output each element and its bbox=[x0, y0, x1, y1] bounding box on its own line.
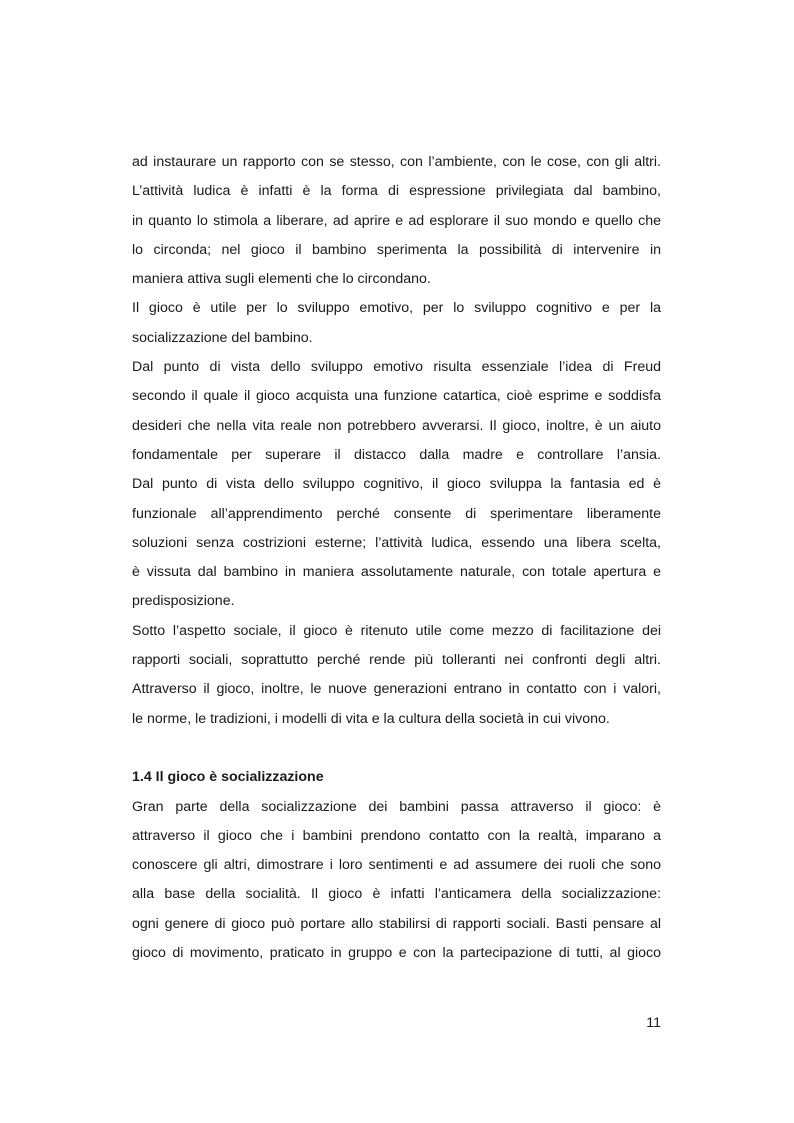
text-line: Gran parte della socializzazione dei bambini passa attraverso il gioco: è bbox=[132, 798, 661, 815]
text-line: soluzioni senza costrizioni esterne; l’attività ludica, essendo una libera scelta, bbox=[132, 534, 661, 551]
text-line: predisposizione. bbox=[132, 593, 235, 610]
text-line: conoscere gli altri, dimostrare i loro sentimenti e ad assumere dei ruoli che sono bbox=[132, 857, 661, 874]
text-line: Sotto l’aspetto sociale, il gioco è ritenuto utile come mezzo di facilitazione dei bbox=[132, 622, 661, 639]
text-line: attraverso il gioco che i bambini prendono contatto con la realtà, imparano a bbox=[132, 827, 661, 844]
page-number: 11 bbox=[646, 1015, 661, 1031]
text-line: gioco di movimento, praticato in gruppo e con la partecipazione di tutti, al gioco bbox=[132, 945, 661, 962]
text-line: maniera attiva sugli elementi che lo circondano. bbox=[132, 271, 431, 288]
text-line: Dal punto di vista dello sviluppo emotivo risulta essenziale l’idea di Freud bbox=[132, 359, 661, 376]
section-paragraph bbox=[132, 793, 661, 969]
text-line: lo circonda; nel gioco il bambino sperimenta la possibilità di intervenire in bbox=[132, 241, 661, 258]
text-line: L’attività ludica è infatti è la forma di espressione privilegiata dal bambino, bbox=[132, 183, 661, 200]
text-line: desideri che nella vita reale non potrebbero avverarsi. Il gioco, inoltre, è un aiuto bbox=[132, 417, 661, 434]
text-line: è vissuta dal bambino in maniera assolutamente naturale, con totale apertura e bbox=[132, 564, 661, 581]
text-line: Attraverso il gioco, inoltre, le nuove generazioni entrano in contatto con i valori, bbox=[132, 681, 661, 698]
text-line: alla base della socialità. Il gioco è infatti l’anticamera della socializzazione: bbox=[132, 886, 661, 903]
text-line: socializzazione del bambino. bbox=[132, 329, 313, 346]
section-heading: 1.4 Il gioco è socializzazione bbox=[132, 769, 324, 786]
text-line: rapporti sociali, soprattutto perché rende più tolleranti nei confronti degli altri. bbox=[132, 652, 661, 669]
text-line: Dal punto di vista dello sviluppo cognitivo, il gioco sviluppa la fantasia ed è bbox=[132, 476, 661, 493]
text-line: ad instaurare un rapporto con se stesso, con l’ambiente, con le cose, con gli altri. bbox=[132, 154, 661, 170]
text-line: le norme, le tradizioni, i modelli di vita e la cultura della società in cui vivono. bbox=[132, 710, 610, 727]
text-line: secondo il quale il gioco acquista una funzione catartica, cioè esprime e soddisfa bbox=[132, 388, 661, 405]
text-line: Il gioco è utile per lo sviluppo emotivo, per lo sviluppo cognitivo e per la bbox=[132, 300, 661, 317]
page-body bbox=[132, 148, 661, 968]
intro-paragraphs bbox=[132, 148, 661, 734]
text-line: ogni genere di gioco può portare allo stabilirsi di rapporti sociali. Basti pensare al bbox=[132, 915, 661, 932]
text-line: fondamentale per superare il distacco dalla madre e controllare l’ansia. bbox=[132, 446, 661, 463]
text-line: funzionale all’apprendimento perché consente di sperimentare liberamente bbox=[132, 505, 661, 522]
text-line: in quanto lo stimola a liberare, ad aprire e ad esplorare il suo mondo e quello che bbox=[132, 212, 661, 229]
section-spacer bbox=[132, 734, 661, 763]
